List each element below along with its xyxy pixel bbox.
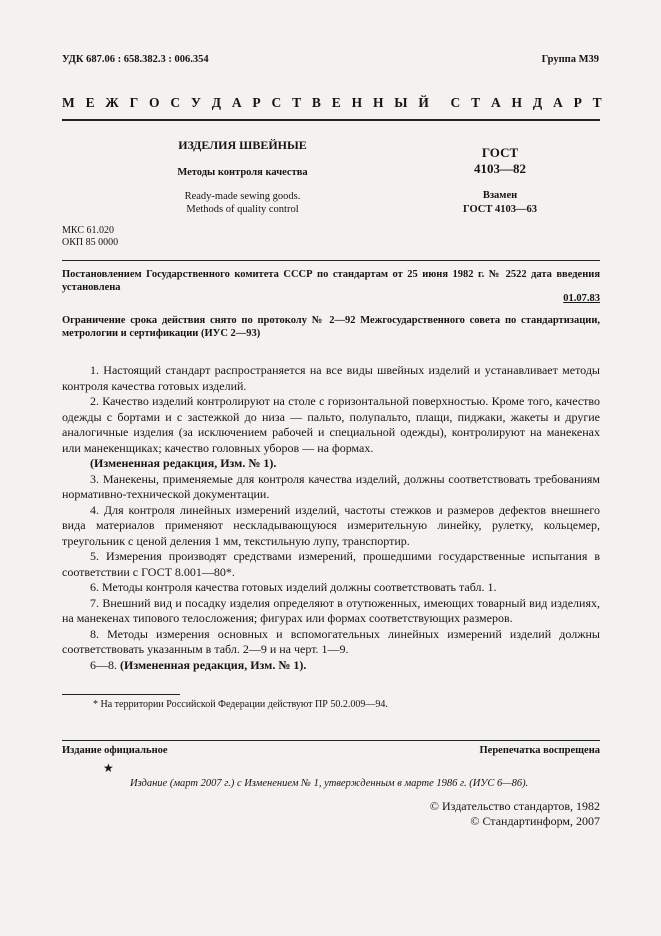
banner-letter: Д xyxy=(532,95,543,110)
banner-letter: М xyxy=(62,95,75,110)
banner-letter: Р xyxy=(252,95,261,110)
okp-code: ОКП 85 0000 xyxy=(62,237,119,248)
edition-note: Издание (март 2007 г.) с Изменением № 1, утвержденным в марте 1986 г. (ИУС 6—86). xyxy=(130,778,529,789)
udk-code: УДК 687.06 : 658.382.3 : 006.354 xyxy=(62,54,209,65)
paragraph: 8. Методы измерения основных и вспомогательных линейных измерений изделий должны соответствовать указанным в табл. 2—9 и на черт. 1—9. xyxy=(62,626,600,656)
amendment-bold: (Измененная редакция, Изм. № 1). xyxy=(120,657,307,672)
footnote: * На территории Российской Федерации действуют ПР 50.2.009—94. xyxy=(93,699,388,710)
paragraph-list xyxy=(62,363,600,658)
gost-block xyxy=(440,145,560,217)
banner-letter: С xyxy=(271,95,282,110)
restriction-note: Ограничение срока действия снято по протоколу № 2—92 Межгосударственного совета по стандартизации, метрологии и сертификации (ИУС 2—93) xyxy=(62,315,600,339)
banner-letter: А xyxy=(231,95,242,110)
banner-letter: Н xyxy=(511,95,523,110)
paragraph: 3. Манекены, применяемые для контроля качества изделий, должны соответствовать требованиям нормативно-технической документации. xyxy=(62,471,600,501)
banner-letter: Р xyxy=(573,95,582,110)
paragraph: 5. Измерения производят средствами измерений, прошедшими государственные испытания в соответствии с ГОСТ 8.001—80*. xyxy=(62,549,600,579)
standard-body xyxy=(62,363,600,673)
subtitle-ru: Методы контроля качества xyxy=(177,167,308,178)
copyright-block xyxy=(430,799,600,829)
banner-letter: Г xyxy=(129,95,139,110)
official-edition-label: Издание официальное xyxy=(62,745,168,756)
banner-letter: Ы xyxy=(394,95,408,110)
title-en-line2: Methods of quality control xyxy=(186,204,299,215)
replaces-standard: ГОСТ 4103—63 xyxy=(463,204,537,215)
amendment-note: (Измененная редакция, Изм. № 1). xyxy=(90,456,277,470)
replaces-label: Взамен xyxy=(482,190,518,201)
codes-rule xyxy=(62,260,600,261)
banner-letter: Т xyxy=(292,95,302,110)
paragraph: 7. Внешний вид и посадку изделия определяют в отутюженных, имеющих товарный вид изделиях, на манекенах типового телосложения; фигурах или формах соответствующих размеров. xyxy=(62,595,600,625)
banner-letter: Д xyxy=(211,95,221,110)
amendment-prefix: 6—8. xyxy=(90,657,117,672)
footer-rule xyxy=(62,740,600,741)
paragraph: 6. Методы контроля качества готовых изделий должны соответствовать табл. 1. xyxy=(90,580,497,594)
banner-letter: С xyxy=(450,95,461,110)
group-code: Группа М39 xyxy=(541,54,599,65)
amendment-note-final xyxy=(62,658,600,674)
title-ru: ИЗДЕЛИЯ ШВЕЙНЫЕ xyxy=(178,138,307,152)
mks-code: МКС 61.020 xyxy=(62,225,114,236)
classification-codes xyxy=(62,225,118,249)
title-en-line1: Ready-made sewing goods. xyxy=(184,191,301,202)
paragraph: 4. Для контроля линейных измерений изделий, частоты стежков и размеров дефектов внешнего вида материалов применяют нескладывающуюся измерительную линейку, рулетку, кольцемер, треугольник с ценой деления 1 мм, текстильную лупу, транспортир. xyxy=(62,502,600,548)
banner-letter: Т xyxy=(592,95,602,110)
copyright-2: © Стандартинформ, 2007 xyxy=(470,814,600,828)
footnote-rule xyxy=(62,694,180,695)
banner-letter: А xyxy=(490,95,501,110)
header-rule xyxy=(62,119,600,121)
banner-letter: Е xyxy=(331,95,341,110)
banner-letter: О xyxy=(149,95,160,110)
banner-letter: А xyxy=(553,95,563,110)
title-block xyxy=(125,138,360,216)
title-en xyxy=(125,190,360,216)
decree-text: Постановлением Государственного комитета СССР по стандартам от 25 июня 1982 г. № 2522 дата введения установлена xyxy=(62,269,600,293)
banner-letter: В xyxy=(311,95,321,110)
copyright-1: © Издательство стандартов, 1982 xyxy=(429,799,600,813)
paragraph: 1. Настоящий стандарт распространяется на все виды швейных изделий и устанавливает методы контроля качества готовых изделий. xyxy=(62,363,600,393)
reprint-prohibited-label: Перепечатка воспрещена xyxy=(479,745,600,756)
banner-letter: Й xyxy=(418,95,429,110)
paragraph: 2. Качество изделий контролируют на столе с горизонтальной поверхностью. Кроме того, качество одежды с бортами и с застежкой до низа — пальто, полупальто, плащи, пиджаки, жакеты и другие аналогичные изделия (за исключением рабочей и специальной одежды), контролируют на манекенах или манекенщиках; качество головных уборов — на формах. xyxy=(62,394,600,455)
gost-number: 4103—82 xyxy=(474,161,526,176)
gost-label: ГОСТ xyxy=(481,145,519,160)
banner-letter: Н xyxy=(372,95,384,110)
banner-letter: Ж xyxy=(105,95,119,110)
banner-letter: С xyxy=(170,95,181,110)
introduction-date: 01.07.83 xyxy=(563,293,600,304)
banner-letter: Н xyxy=(351,95,363,110)
banner-letter: Т xyxy=(471,95,481,110)
interstate-standard-banner xyxy=(62,95,602,111)
star-icon: ★ xyxy=(103,761,114,775)
banner-letter: Е xyxy=(85,95,95,110)
banner-letter: У xyxy=(190,95,201,110)
